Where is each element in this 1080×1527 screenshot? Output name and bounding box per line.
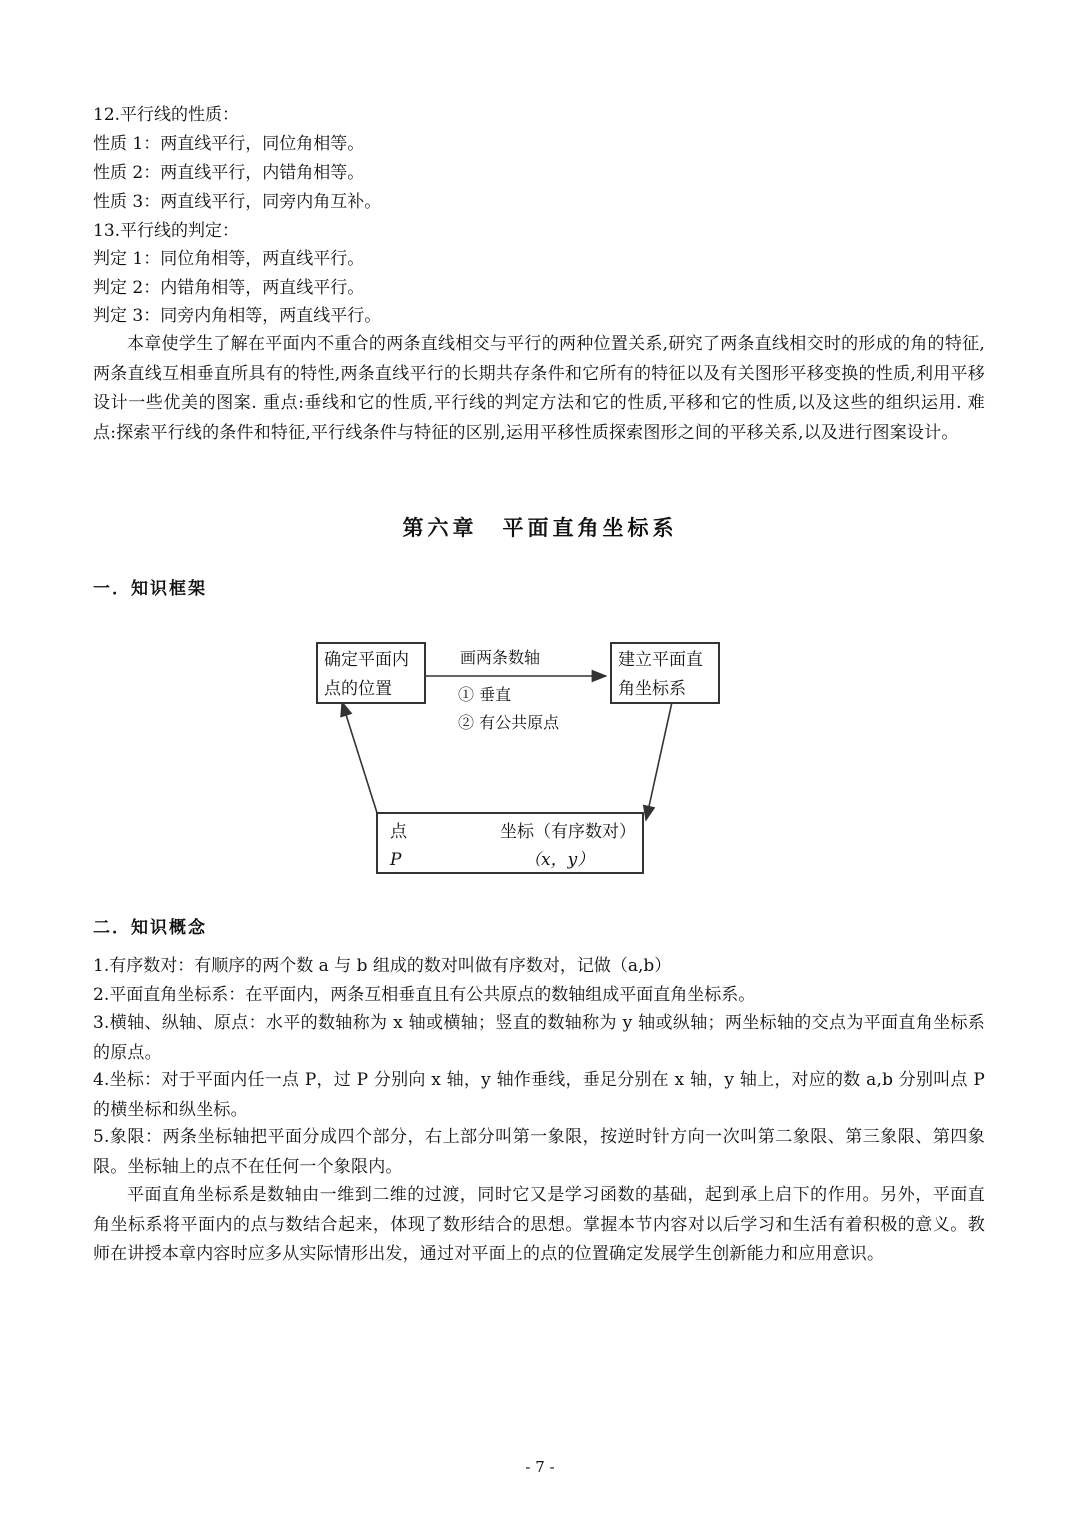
box-text: 确定平面内 [324, 650, 409, 670]
property-line: 性质 2：两直线平行，内错角相等。 [93, 163, 365, 183]
property-line: 性质 3：两直线平行，同旁内角互补。 [93, 192, 382, 212]
label-p: P [390, 850, 402, 870]
concept-item: 4.坐标：对于平面内任一点 P，过 P 分别向 x 轴，y 轴作垂线，垂足分别在 x 轴，y 轴上，对应的数 a,b 分别叫点 P 的横坐标和纵坐标。 [93, 1070, 985, 1120]
box-build-coordinate-system [610, 642, 720, 704]
chapter-summary-paragraph: 本章使学生了解在平面内不重合的两条直线相交与平行的两种位置关系,研究了两条直线相交时的形成的角的特征,两条直线互相垂直所具有的特性,两条直线平行的长期共存条件和它所有的特征以及有关图形平移变换的性质,利用平移设计一些优美的图案. 重点:垂线和它的性质,平行线的判定方法和它的性质,平移和它的性质,以及这些的组织运用. 难点:探索平行线的条件和特征,平行线条件与特征的区别,运用平移性质探索图形之间的平移关系,以及进行图案设计。 [93, 334, 985, 443]
concept-item: 2.平面直角坐标系：在平面内，两条互相垂直且有公共原点的数轴组成平面直角坐标系。 [93, 985, 756, 1005]
box-text: 点的位置 [324, 679, 392, 699]
label-condition-common-origin: ② 有公共原点 [458, 713, 560, 732]
arrow-back-to-position [342, 702, 378, 816]
property-line: 性质 1：两直线平行，同位角相等。 [93, 134, 365, 154]
label-draw-two-axes: 画两条数轴 [460, 648, 541, 667]
arrow-to-coordinates [646, 702, 672, 820]
concept-item: 5.象限：两条坐标轴把平面分成四个部分，右上部分叫第一象限，按逆时针方向一次叫第二象限、第三象限、第四象限。坐标轴上的点不在任何一个象限内。 [93, 1127, 985, 1177]
label-xy: （x，y） [524, 850, 595, 870]
label-coordinate: 坐标（有序数对） [500, 822, 636, 842]
criterion-line: 判定 3：同旁内角相等，两直线平行。 [93, 306, 382, 326]
concept-item: 3.横轴、纵轴、原点：水平的数轴称为 x 轴或横轴；竖直的数轴称为 y 轴或纵轴；两坐标轴的交点为平面直角坐标系的原点。 [93, 1013, 985, 1063]
label-point: 点 [390, 822, 407, 842]
section-heading-framework: 一．知识框架 [93, 579, 207, 599]
criterion-line: 判定 1：同位角相等，两直线平行。 [93, 249, 365, 269]
label-condition-perpendicular: ① 垂直 [458, 685, 512, 704]
box-determine-position [316, 642, 426, 704]
box-point-coordinate [376, 812, 644, 874]
chapter-title: 第六章 平面直角坐标系 [402, 516, 678, 540]
page-number: - 7 - [525, 1458, 555, 1476]
closing-paragraph: 平面直角坐标系是数轴由一维到二维的过渡，同时它又是学习函数的基础，起到承上启下的作用。另外，平面直角坐标系将平面内的点与数结合起来，体现了数形结合的思想。掌握本节内容对以后学习和生活有着积极的意义。教师在讲授本章内容时应多从实际情形出发，通过对平面上的点的位置确定发展学生创新能力和应用意识。 [93, 1185, 985, 1264]
box-text: 角坐标系 [618, 679, 686, 699]
concept-item: 1.有序数对：有顺序的两个数 a 与 b 组成的数对叫做有序数对，记做（a,b） [93, 956, 672, 976]
heading-parallel-properties: 12.平行线的性质： [93, 105, 240, 125]
box-text: 建立平面直 [618, 650, 703, 670]
heading-parallel-criteria: 13.平行线的判定： [93, 221, 240, 241]
section-heading-concepts: 二．知识概念 [93, 918, 207, 938]
criterion-line: 判定 2：内错角相等，两直线平行。 [93, 278, 365, 298]
